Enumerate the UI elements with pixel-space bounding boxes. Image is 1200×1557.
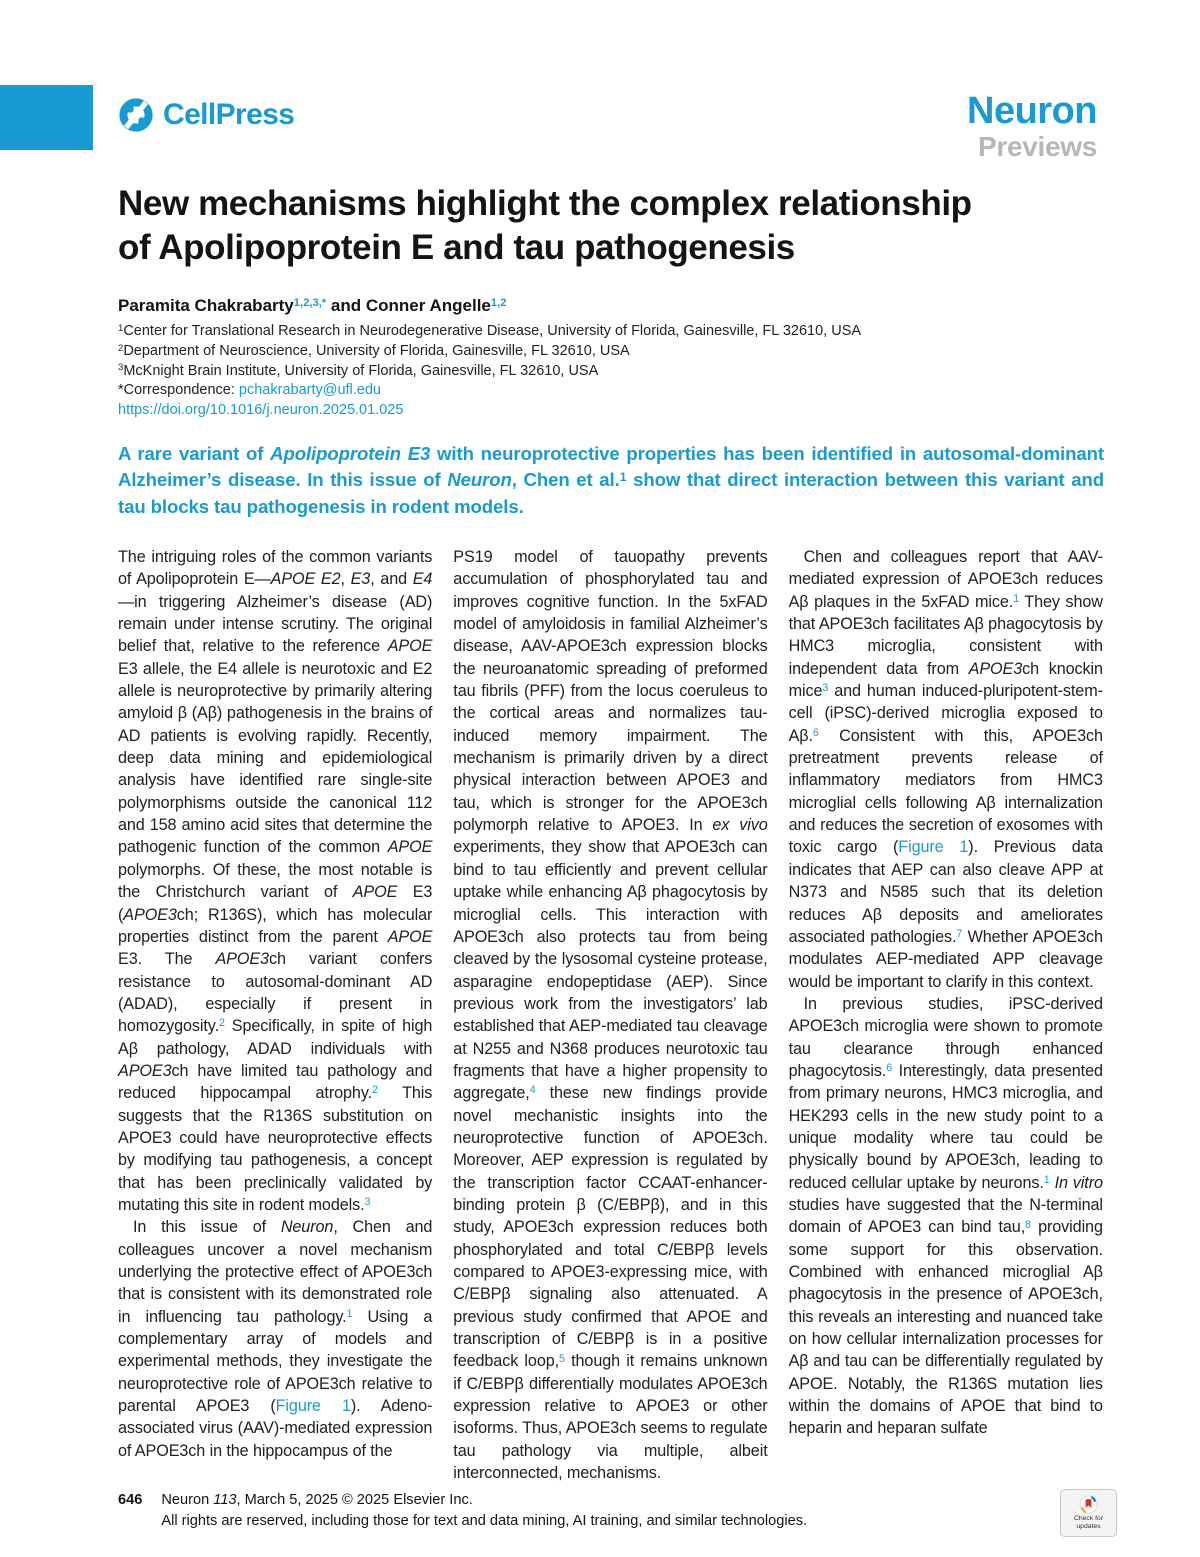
- footer: [118, 1490, 807, 1531]
- inline-link[interactable]: 1: [346, 1307, 353, 1320]
- inline-link[interactable]: Figure 1: [275, 1397, 351, 1416]
- journal-section: Previews: [977, 130, 1097, 162]
- inline-link[interactable]: 1: [1013, 592, 1020, 605]
- text-segment: APOE3: [123, 905, 177, 924]
- journal-name[interactable]: Neuron: [967, 90, 1097, 132]
- paragraph: In this issue of Neuron, Chen and colleagues uncover a novel mechanism underlying the protective effect of APOE3ch that is consistent with its demonstrated role in influencing tau pathology.$^1$ Using a complementary array of models and experimental methods, they investigate the neuroprotective role of APOE3ch relative to parental APOE3 (Figure 1). Adeno-associated virus (AAV)-mediated expression of APOE3ch in the hippocampus of the: [118, 1218, 433, 1460]
- text-segment: E3: [350, 570, 371, 589]
- paragraph: In previous studies, iPSC-derived APOE3ch microglia were shown to promote tau clearance through enhanced phagocytosis.$^6$ Interestingly, data presented from primary neurons, HMC3 microglia, and HEK293 cells in the new study point to a unique modality where tau could be physically bound by APOE3ch, leading to reduced cellular uptake by neurons.$^1$ In vitro studies have suggested that the N-terminal domain of APOE3 can bind tau,$^8$ providing some support for this observation. Combined with enhanced microglial Aβ phagocytosis in the presence of APOE3ch, this reveals an interesting and nuanced take on how cellular internalization processes for Aβ and tau can be differentially regulated by APOE. Notably, the R136S mutation lies within the domains of APOE that bind to heparin and heparan sulfate: [788, 994, 1103, 1438]
- inline-link[interactable]: 2: [218, 1017, 225, 1030]
- inline-link[interactable]: pchakrabarty@ufl.edu: [238, 382, 381, 399]
- text-segment: APOE: [387, 927, 433, 946]
- inline-link[interactable]: https://doi.org/10.1016/j.neuron.2025.01.025: [118, 402, 404, 419]
- inline-link[interactable]: 6: [886, 1062, 893, 1075]
- cellpress-logo[interactable]: [118, 97, 294, 133]
- text-segment: APOE: [387, 637, 433, 656]
- inline-link[interactable]: 2: [372, 1084, 378, 1097]
- text-segment: APOE: [387, 838, 433, 857]
- text-segment: APOE: [352, 883, 398, 902]
- text-segment: APOE3: [215, 950, 269, 969]
- inline-link[interactable]: Figure 1: [898, 838, 969, 857]
- text-segment: APOE3: [118, 1061, 172, 1080]
- column-1: [118, 546, 432, 1484]
- correspondence-line: *Correspondence: pchakrabarty@ufl.edu: [118, 382, 381, 399]
- doi-link[interactable]: [118, 401, 861, 421]
- text-segment: Neuron: [280, 1218, 334, 1237]
- inline-link[interactable]: 7: [956, 928, 963, 941]
- corner-accent: [0, 85, 93, 150]
- text-segment: Neuron: [447, 469, 512, 491]
- text-segment: 3: [118, 362, 124, 374]
- text-segment: 1: [619, 469, 627, 484]
- article-body: [118, 546, 1103, 1484]
- abstract: A rare variant of Apolipoprotein E3 with neuroprotective properties has been identified in autosomal-dominant Alzheimer’s disease. In this issue of Neuron, Chen et al.$^1$ show that direct interaction between this variant and tau blocks tau pathogenesis in rodent models.: [118, 443, 1104, 517]
- text-segment: APOE3: [968, 659, 1023, 678]
- journal-block: [967, 92, 1097, 163]
- text-segment: 2: [118, 342, 124, 354]
- text-segment: APOE E2: [270, 570, 341, 589]
- cellpress-logo-icon: [118, 97, 154, 133]
- inline-link[interactable]: 4: [529, 1084, 536, 1097]
- inline-link[interactable]: 3: [364, 1196, 371, 1209]
- article-title-line2: of Apolipoprotein E and tau pathogenesis: [118, 228, 795, 268]
- affiliation-3: $^3$McKnight Brain Institute, University of Florida, Gainesville, FL 32610, USA: [118, 362, 599, 379]
- inline-link[interactable]: 1,2,3,*: [293, 296, 327, 309]
- page-number: 646: [118, 1492, 143, 1508]
- article-title-line1: New mechanisms highlight the complex relationship: [118, 184, 972, 223]
- inline-link[interactable]: 5: [559, 1352, 565, 1365]
- text-segment: Apolipoprotein E3: [270, 443, 431, 464]
- check-badge-label: Check for updates: [1073, 1515, 1104, 1530]
- crossmark-icon: [1079, 1495, 1098, 1514]
- paragraph: The intriguing roles of the common variants of Apolipoprotein E—APOE E2, E3, and E4—in triggering Alzheimer’s disease (AD) remain under intense scrutiny. The original belief that, relative to the reference APOE E3 allele, the E4 allele is neurotoxic and E2 allele is neuroprotective by primarily altering amyloid β (Aβ) pathogenesis in the brains of AD patients is evolving rapidly. Recently, deep data mining and epidemiological analysis have identified rare single-site polymorphisms outside the canonical 112 and 158 amino acid sites that determine the pathogenic function of the common APOE polymorphs. Of these, the most notable is the Christchurch variant of APOE E3 (APOE3ch; R136S), which has molecular properties distinct from the parent APOE E3. The APOE3ch variant confers resistance to autosomal-dominant AD (ADAD), especially if present in homozygosity.$^2$ Specifically, in spite of high Aβ pathology, ADAD individuals with APOE3ch have limited tau pathology and reduced hippocampal atrophy.$^2$ This suggests that the R136S substitution on APOE3 could have neuroprotective effects by modifying tau pathogenesis, a concept that has been preclinically validated by mutating this site in rodent models.$^3$: [118, 548, 433, 1214]
- inline-link[interactable]: 6: [812, 726, 819, 739]
- text-segment: In vitro: [1054, 1173, 1103, 1192]
- inline-link[interactable]: 1: [1043, 1173, 1050, 1186]
- text-segment: 113: [213, 1492, 237, 1508]
- footer-text: [161, 1490, 807, 1531]
- authors-line: Paramita Chakrabarty$^{1,2,3,*}$ and Conner Angelle$^{1,2}$: [118, 296, 507, 315]
- paragraph: Chen and colleagues report that AAV-mediated expression of APOE3ch reduces Aβ plaques in the 5xFAD mice.$^1$ They show that APOE3ch facilitates Aβ phagocytosis by HMC3 microglia, consistent with independent data from APOE3ch knockin mice$^3$ and human induced-pluripotent-stem-cell (iPSC)-derived microglia exposed to Aβ.$^6$ Consistent with this, APOE3ch pretreatment prevents release of inflammatory mediators from HMC3 microglial cells following Aβ internalization and reduces the secretion of exosomes with toxic cargo (Figure 1). Previous data indicates that AEP can also cleave APP at N373 and N585 such that its deletion reduces Aβ deposits and ameliorates associated pathologies.$^7$ Whether APOE3ch modulates AEP-mediated APP cleavage would be important to clarify in this context.: [788, 548, 1103, 991]
- cellpress-logo-text: CellPress: [163, 98, 295, 131]
- inline-link[interactable]: 1,2: [490, 296, 507, 309]
- affiliation-1: $^1$Center for Translational Research in Neurodegenerative Disease, University of Florida, Gainesville, FL 32610, USA: [118, 322, 862, 339]
- text-segment: 1: [118, 322, 124, 334]
- footer-rights: All rights are reserved, including those for text and data mining, AI training, and similar technologies.: [161, 1512, 808, 1529]
- column-3: [789, 546, 1103, 1484]
- check-for-updates-badge[interactable]: [1060, 1489, 1117, 1537]
- article-title: [118, 182, 1118, 270]
- affiliation-2: $^2$Department of Neuroscience, University of Florida, Gainesville, FL 32610, USA: [118, 342, 630, 359]
- footer-citation: Neuron 113, March 5, 2025 © 2025 Elsevier Inc.: [161, 1492, 473, 1508]
- text-segment: ex vivo: [712, 816, 768, 835]
- affiliations-block: [118, 322, 861, 421]
- inline-link[interactable]: 8: [1025, 1218, 1031, 1231]
- paragraph: PS19 model of tauopathy prevents accumulation of phosphorylated tau and improves cognitive function. In the 5xFAD model of amyloidosis in familial Alzheimer’s disease, AAV-APOE3ch expression blocks the neuroanatomic spreading of preformed tau fibrils (PFF) from the locus coeruleus to the cortical areas and normalizes tau-induced memory impairment. The mechanism is primarily driven by a direct physical interaction between APOE3 and tau, which is stronger for the APOE3ch polymorph relative to APOE3. In ex vivo experiments, they show that APOE3ch can bind to tau efficiently and prevent cellular uptake while enhancing Aβ phagocytosis by microglial cells. This interaction with APOE3ch also protects tau from being cleaved by the lysosomal cysteine protease, asparagine endopeptidase (AEP). Since previous work from the investigators’ lab established that AEP-mediated tau cleavage at N255 and N368 produces neurotoxic tau fragments that have a higher propensity to aggregate,$^4$ these new findings provide novel mechanistic insights into the neuroprotective function of APOE3ch. Moreover, AEP expression is regulated by the transcription factor CCAAT-enhancer-binding protein β (C/EBPβ), and in this study, APOE3ch expression reduces both phosphorylated and total C/EBPβ levels compared to APOE3-expressing mice, with C/EBPβ signaling also attenuated. A previous study confirmed that APOE and transcription of C/EBPβ is in a positive feedback loop,$^5$ though it remains unknown if C/EBPβ differentially modulates APOE3ch expression relative to APOE3 or other isoforms. Thus, APOE3ch seems to regulate tau pathology via multiple, albeit interconnected, mechanisms.: [453, 548, 768, 1483]
- inline-link[interactable]: 3: [822, 682, 829, 695]
- column-2: [453, 546, 767, 1484]
- text-segment: E4: [412, 570, 433, 589]
